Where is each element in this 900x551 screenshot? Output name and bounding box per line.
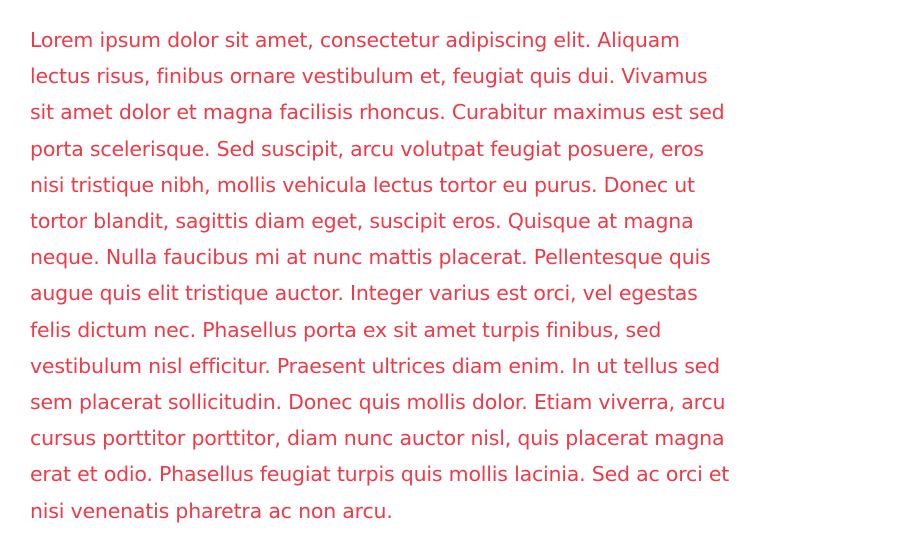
paragraph-line: vestibulum nisl efficitur. Praesent ultrices diam enim. In ut tellus sed [30,353,720,378]
paragraph-line: nisi venenatis pharetra ac non arcu. [30,498,393,523]
paragraph-line: Lorem ipsum dolor sit amet, consectetur adipiscing elit. Aliquam [30,28,680,52]
paragraph-line: cursus porttitor porttitor, diam nunc auctor nisl, quis placerat magna [30,426,725,451]
paragraph-line: nisi tristique nibh, mollis vehicula lectus tortor eu purus. Donec ut [30,172,695,197]
paragraph-line: neque. Nulla faucibus mi at nunc mattis placerat. Pellentesque quis [30,245,711,270]
paragraph-line: lectus risus, finibus ornare vestibulum et, feugiat quis dui. Vivamus [30,64,708,89]
body-paragraph [30,22,850,529]
document-body [30,22,850,529]
paragraph-line: sem placerat sollicitudin. Donec quis mollis dolor. Etiam viverra, arcu [30,390,726,415]
paragraph-line: tortor blandit, sagittis diam eget, suscipit eros. Quisque at magna [30,209,694,234]
paragraph-line: porta scelerisque. Sed suscipit, arcu volutpat feugiat posuere, eros [30,136,704,161]
paragraph-line: erat et odio. Phasellus feugiat turpis quis mollis lacinia. Sed ac orci et [30,462,730,487]
paragraph-line: sit amet dolor et magna facilisis rhoncus. Curabitur maximus est sed [30,100,725,125]
paragraph-line: augue quis elit tristique auctor. Integer varius est orci, vel egestas [30,281,698,306]
paragraph-line: felis dictum nec. Phasellus porta ex sit amet turpis finibus, sed [30,317,662,342]
